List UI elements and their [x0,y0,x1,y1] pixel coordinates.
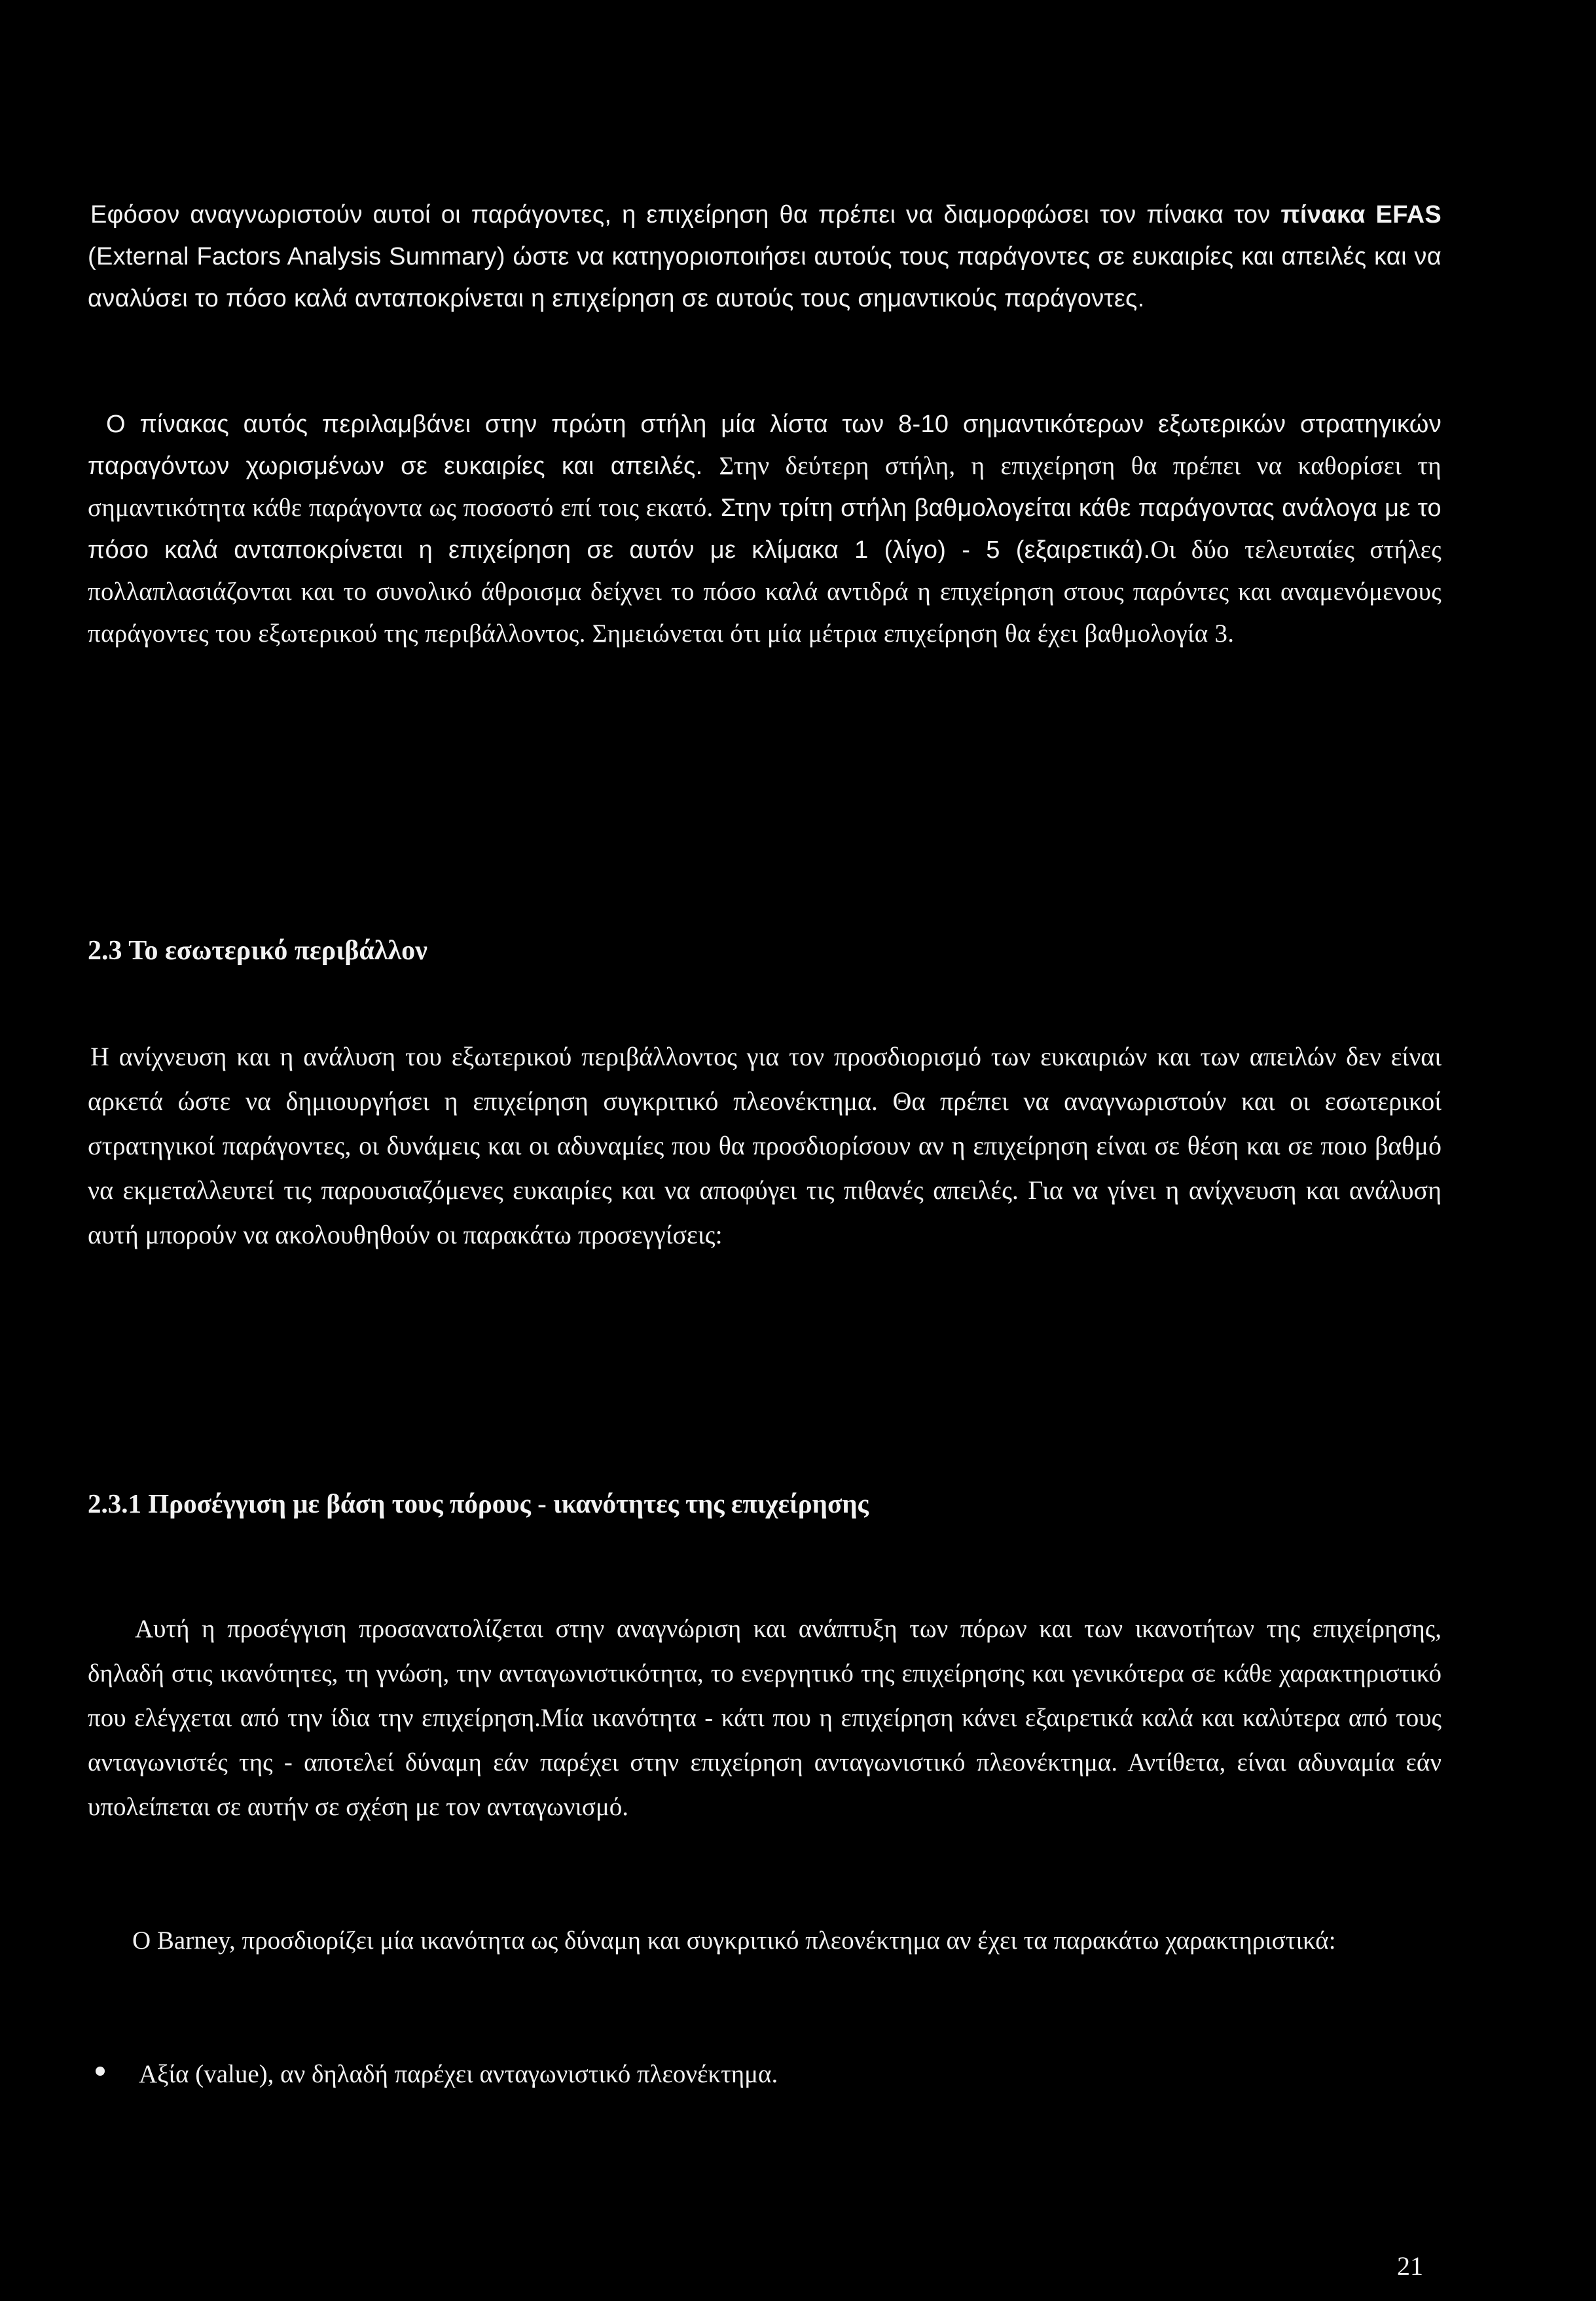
bullet-icon [96,2067,105,2076]
page-number: 21 [1397,2251,1423,2281]
subsection-heading: 2.3.1 Προσέγγιση με βάση τους πόρους - ικανότητες της επιχείρησης [88,1488,869,1519]
paragraph-efas-intro [88,194,1442,320]
text-run: (External Factors Analysis Summary) ώστε να κατηγοριοποιήσει αυτούς τους παράγοντες σε ευκαιρίες και απειλές και να αναλύσει το πόσο καλά ανταποκρίνεται η επιχείρηση σε αυτούς τους σημαντικούς παράγοντες. [88,243,1442,312]
list-item [88,2052,1442,2097]
section-heading: 2.3 Το εσωτερικό περιβάλλον [88,936,427,966]
text-run: Εφόσον αναγνωριστούν αυτοί οι παράγοντες, η επιχείρηση θα πρέπει να διαμορφώσει τον πίνακα τον [90,201,1281,229]
text-run: Οι δύο τελευταίες στήλες πολλαπλασιάζονται και το συνολικό άθροισμα δείχνει το πόσο καλά αντιδρά η επιχείρηση στους παρόντες και αναμενόμενους παράγοντες του εξωτερικού της περιβάλλοντος. Σημειώνεται ότι μία μέτρια επιχείρηση θα έχει βαθμολογία 3. [88,536,1442,648]
paragraph-efas-columns [88,403,1442,655]
paragraph-barney: Ο Barney, προσδιορίζει μία ικανότητα ως δύναμη και συγκριτικό πλεονέκτημα αν έχει τα παρακάτω χαρακτηριστικά: [132,1926,1336,1955]
bold-term-efas: πίνακα EFAS [1280,201,1442,229]
paragraph-resource-approach: Αυτή η προσέγγιση προσανατολίζεται στην αναγνώριση και ανάπτυξη των πόρων και των ικανοτήτων της επιχείρησης, δηλαδή στις ικανότητες, τη γνώση, την ανταγωνιστικότητα, το ενεργητικό της επιχείρησης και γενικότερα σε κάθε χαρακτηριστικό που ελέγχεται από την ίδια την επιχείρηση.Μία ικανότητα - κάτι που η επιχείρηση κάνει εξαιρετικά καλά και καλύτερα από τους ανταγωνιστές της - αποτελεί δύναμη εάν παρέχει στην επιχείρηση ανταγωνιστικό πλεονέκτημα. Αντίθετα, είναι αδυναμία εάν υπολείπεται σε αυτήν σε σχέση με τον ανταγωνισμό. [88,1615,1442,1821]
text-run: Ο πίνακας αυτός περιλαμβάνει στην πρώτη στήλη μία λίστα των 8-10 σημαντικότερων εξωτερικών στρατηγικών παραγόντων χωρισμένων σε ευκαιρίες και απειλές. [88,411,1442,480]
paragraph-internal-environment: Η ανίχνευση και η ανάλυση του εξωτερικού περιβάλλοντος για τον προσδιορισμό των ευκαιριών και των απειλών δεν είναι αρκετά ώστε να δημιουργήσει η επιχείρηση συγκριτικό πλεονέκτημα. Θα πρέπει να αναγνωριστούν και οι εσωτερικοί στρατηγικοί παράγοντες, οι δυνάμεις και οι αδυναμίες που θα προσδιορίσουν αν η επιχείρηση είναι σε θέση και σε ποιο βαθμό να εκμεταλλευτεί τις παρουσιαζόμενες ευκαιρίες και να αποφύγει τις πιθανές απειλές. Για να γίνει η ανίχνευση και ανάλυση αυτή μπορούν να ακολουθηθούν οι παρακάτω προσεγγίσεις: [88,1042,1442,1249]
text-run: Στην τρίτη στήλη βαθμολογείται κάθε παράγοντας ανάλογα με το πόσο καλά ανταποκρίνεται η επιχείρηση σε αυτόν με κλίμακα 1 (λίγο) - 5 (εξαιρετικά). [88,494,1442,564]
list-item-text: Αξία (value), αν δηλαδή παρέχει ανταγωνιστικό πλεονέκτημα. [139,2060,778,2088]
text-run: Στην δεύτερη στήλη, η επιχείρηση θα πρέπει να καθορίσει τη σημαντικότητα κάθε παράγοντα ως ποσοστό επί τοις εκατό. [88,452,1442,522]
